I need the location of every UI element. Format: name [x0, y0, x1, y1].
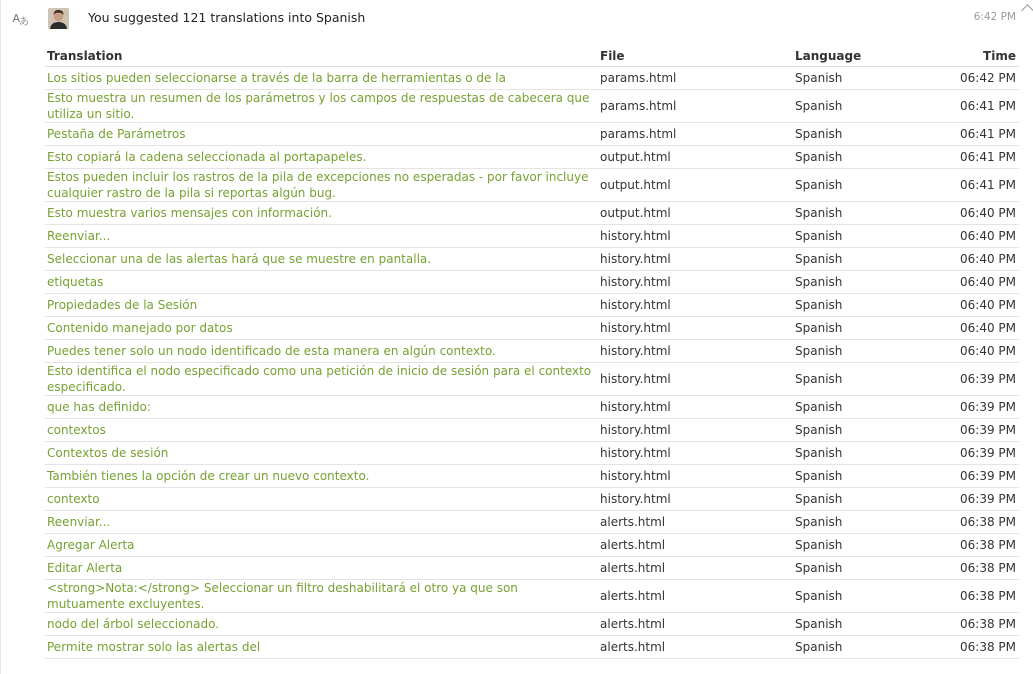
file-cell: params.html — [598, 67, 793, 90]
language-cell: Spanish — [793, 169, 923, 202]
time-cell: 06:38 PM — [923, 557, 1019, 580]
table-row — [45, 419, 1019, 442]
file-cell: history.html — [598, 363, 793, 396]
table-row — [45, 202, 1019, 225]
translation-link[interactable]: Agregar Alerta — [45, 534, 598, 557]
table-body — [45, 67, 1019, 659]
svg-text:あ: あ — [19, 17, 29, 28]
column-header-translation: Translation — [45, 45, 598, 67]
time-cell: 06:40 PM — [923, 225, 1019, 248]
translation-link[interactable]: Esto identifica el nodo especificado como una petición de inicio de sesión para el contexto especificado. — [45, 363, 598, 396]
translation-link[interactable]: Reenviar... — [45, 225, 598, 248]
time-cell: 06:41 PM — [923, 169, 1019, 202]
table-row — [45, 511, 1019, 534]
time-cell: 06:39 PM — [923, 488, 1019, 511]
table-row — [45, 294, 1019, 317]
language-cell: Spanish — [793, 90, 923, 123]
translation-link[interactable]: También tienes la opción de crear un nuevo contexto. — [45, 465, 598, 488]
translation-link[interactable]: etiquetas — [45, 271, 598, 294]
file-cell: alerts.html — [598, 557, 793, 580]
time-cell: 06:39 PM — [923, 465, 1019, 488]
time-cell: 06:38 PM — [923, 534, 1019, 557]
time-cell: 06:40 PM — [923, 202, 1019, 225]
time-cell: 06:40 PM — [923, 248, 1019, 271]
file-cell: params.html — [598, 123, 793, 146]
svg-text:A: A — [12, 12, 21, 25]
file-cell: history.html — [598, 248, 793, 271]
table-row — [45, 442, 1019, 465]
translation-link[interactable]: contextos — [45, 419, 598, 442]
table-row — [45, 146, 1019, 169]
language-cell: Spanish — [793, 271, 923, 294]
language-cell: Spanish — [793, 580, 923, 613]
translation-link[interactable]: Esto copiará la cadena seleccionada al portapapeles. — [45, 146, 598, 169]
time-cell: 06:38 PM — [923, 613, 1019, 636]
table-row — [45, 534, 1019, 557]
table-row — [45, 580, 1019, 613]
translations-table-container — [45, 45, 1019, 659]
translation-link[interactable]: Editar Alerta — [45, 557, 598, 580]
translation-link[interactable]: Permite mostrar solo las alertas del — [45, 636, 598, 659]
translation-link[interactable]: <strong>Nota:</strong> Seleccionar un filtro deshabilitará el otro ya que son mutuamente excluyentes. — [45, 580, 598, 613]
file-cell: history.html — [598, 317, 793, 340]
table-row — [45, 271, 1019, 294]
time-cell: 06:41 PM — [923, 123, 1019, 146]
file-cell: history.html — [598, 294, 793, 317]
file-cell: alerts.html — [598, 636, 793, 659]
time-cell: 06:41 PM — [923, 90, 1019, 123]
translation-link[interactable]: Pestaña de Parámetros — [45, 123, 598, 146]
language-cell: Spanish — [793, 317, 923, 340]
language-cell: Spanish — [793, 419, 923, 442]
file-cell: history.html — [598, 396, 793, 419]
time-cell: 06:38 PM — [923, 511, 1019, 534]
language-cell: Spanish — [793, 340, 923, 363]
time-cell: 06:39 PM — [923, 419, 1019, 442]
language-cell: Spanish — [793, 442, 923, 465]
translation-link[interactable]: Esto muestra un resumen de los parámetros y los campos de respuestas de cabecera que utiliza un sitio. — [45, 90, 598, 123]
column-header-time: Time — [923, 45, 1019, 67]
table-row — [45, 225, 1019, 248]
language-cell: Spanish — [793, 511, 923, 534]
table-row — [45, 169, 1019, 202]
file-cell: history.html — [598, 419, 793, 442]
table-row — [45, 488, 1019, 511]
language-cell: Spanish — [793, 146, 923, 169]
language-cell: Spanish — [793, 248, 923, 271]
file-cell: history.html — [598, 340, 793, 363]
language-cell: Spanish — [793, 294, 923, 317]
language-cell: Spanish — [793, 488, 923, 511]
translation-link[interactable]: Contenido manejado por datos — [45, 317, 598, 340]
table-row — [45, 557, 1019, 580]
time-cell: 06:38 PM — [923, 636, 1019, 659]
activity-summary: You suggested 121 translations into Spanish — [88, 10, 366, 25]
file-cell: history.html — [598, 465, 793, 488]
translate-icon — [12, 10, 30, 28]
translation-link[interactable]: contexto — [45, 488, 598, 511]
table-row — [45, 636, 1019, 659]
file-cell: history.html — [598, 488, 793, 511]
file-cell: alerts.html — [598, 580, 793, 613]
table-row — [45, 317, 1019, 340]
file-cell: alerts.html — [598, 613, 793, 636]
language-cell: Spanish — [793, 613, 923, 636]
table-row — [45, 396, 1019, 419]
activity-timestamp: 6:42 PM — [973, 11, 1016, 23]
collapse-icon[interactable] — [1021, 4, 1033, 17]
translations-table — [45, 45, 1019, 659]
language-cell: Spanish — [793, 363, 923, 396]
language-cell: Spanish — [793, 636, 923, 659]
time-cell: 06:40 PM — [923, 317, 1019, 340]
translation-link[interactable]: Esto muestra varios mensajes con información. — [45, 202, 598, 225]
column-header-file: File — [598, 45, 793, 67]
time-cell: 06:39 PM — [923, 396, 1019, 419]
language-cell: Spanish — [793, 534, 923, 557]
translation-link[interactable]: Reenviar... — [45, 511, 598, 534]
file-cell: history.html — [598, 442, 793, 465]
file-cell: history.html — [598, 225, 793, 248]
translation-link[interactable]: Seleccionar una de las alertas hará que se muestre en pantalla. — [45, 248, 598, 271]
translation-link[interactable]: Los sitios pueden seleccionarse a través de la barra de herramientas o de la — [45, 67, 598, 90]
table-row — [45, 90, 1019, 123]
table-header-row — [45, 45, 1019, 67]
table-row — [45, 340, 1019, 363]
time-cell: 06:39 PM — [923, 442, 1019, 465]
file-cell: output.html — [598, 146, 793, 169]
translation-link[interactable]: Propiedades de la Sesión — [45, 294, 598, 317]
time-cell: 06:39 PM — [923, 363, 1019, 396]
language-cell: Spanish — [793, 202, 923, 225]
translation-link[interactable]: Puedes tener solo un nodo identificado de esta manera en algún contexto. — [45, 340, 598, 363]
table-row — [45, 248, 1019, 271]
translation-link[interactable]: nodo del árbol seleccionado. — [45, 613, 598, 636]
translation-link[interactable]: que has definido: — [45, 396, 598, 419]
time-cell: 06:40 PM — [923, 271, 1019, 294]
column-header-language: Language — [793, 45, 923, 67]
file-cell: alerts.html — [598, 534, 793, 557]
table-row — [45, 123, 1019, 146]
avatar[interactable] — [48, 8, 69, 29]
language-cell: Spanish — [793, 123, 923, 146]
table-row — [45, 613, 1019, 636]
table-row — [45, 465, 1019, 488]
language-cell: Spanish — [793, 557, 923, 580]
language-cell: Spanish — [793, 465, 923, 488]
left-divider — [0, 0, 1, 674]
file-cell: alerts.html — [598, 511, 793, 534]
file-cell: output.html — [598, 202, 793, 225]
table-row — [45, 363, 1019, 396]
language-cell: Spanish — [793, 396, 923, 419]
file-cell: history.html — [598, 271, 793, 294]
file-cell: params.html — [598, 90, 793, 123]
time-cell: 06:40 PM — [923, 340, 1019, 363]
translation-link[interactable]: Contextos de sesión — [45, 442, 598, 465]
file-cell: output.html — [598, 169, 793, 202]
translation-link[interactable]: Estos pueden incluir los rastros de la pila de excepciones no esperadas - por favor incluye cualquier rastro de la pila si reportas algún bug. — [45, 169, 598, 202]
language-cell: Spanish — [793, 225, 923, 248]
time-cell: 06:41 PM — [923, 146, 1019, 169]
table-row — [45, 67, 1019, 90]
language-cell: Spanish — [793, 67, 923, 90]
time-cell: 06:42 PM — [923, 67, 1019, 90]
activity-header — [0, 0, 1033, 38]
time-cell: 06:40 PM — [923, 294, 1019, 317]
time-cell: 06:38 PM — [923, 580, 1019, 613]
